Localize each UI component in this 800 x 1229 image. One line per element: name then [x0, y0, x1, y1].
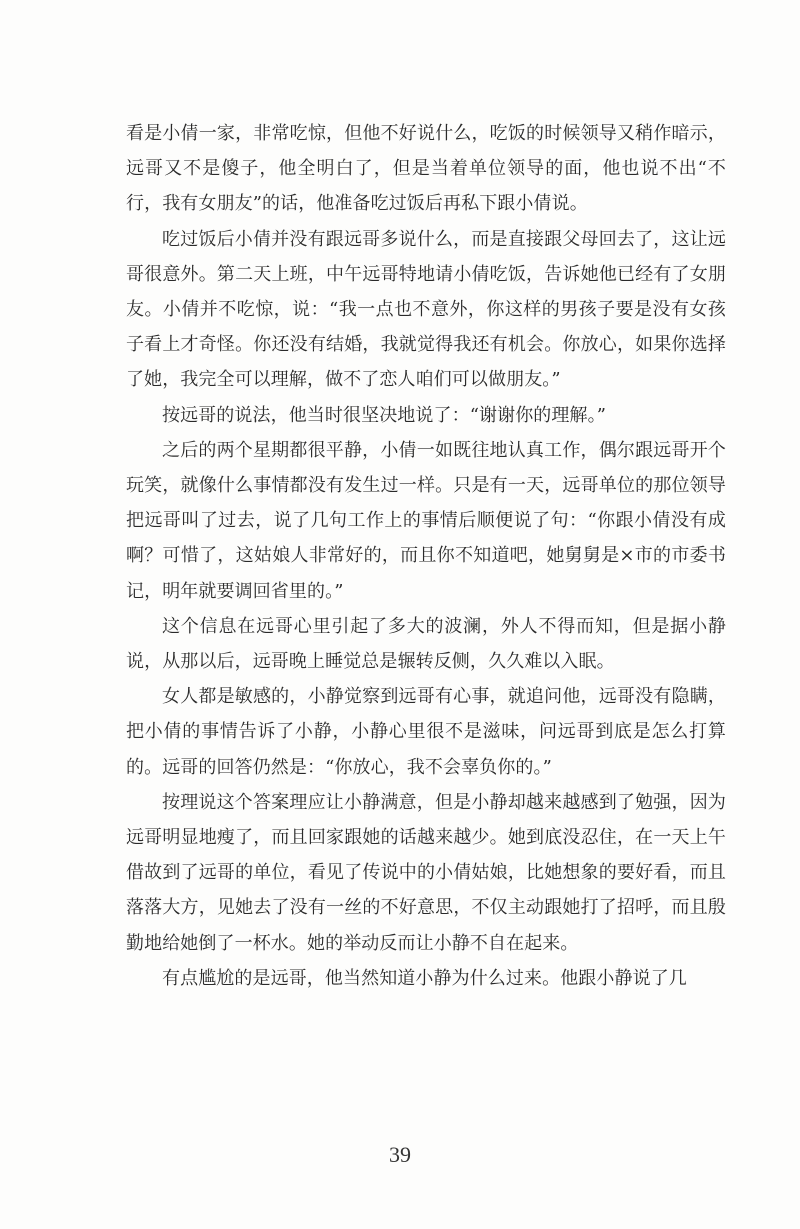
paragraph-2: 吃过饭后小倩并没有跟远哥多说什么，而是直接跟父母回去了，这让远哥很意外。第二天上班，中午远哥特地请小倩吃饭，告诉她他已经有了女朋友。小倩并不吃惊，说：“我一点也不意外，你这样的男孩子要是没有女孩子看上才奇怪。你还没有结婚，我就觉得我还有机会。你放心，如果你选择了她，我完全可以理解，做不了恋人咱们可以做朋友。”	[126, 228, 726, 391]
paragraph-4: 之后的两个星期都很平静，小倩一如既往地认真工作，偶尔跟远哥开个玩笑，就像什么事情都没有发生过一样。只是有一天，远哥单位的那位领导把远哥叫了过去，说了几句工作上的事情后顺便说了句：“你跟小倩没有成啊？可惜了，这姑娘人非常好的，而且你不知道吧，她舅舅是×市的市委书记，明年就要调回省里的。”	[126, 439, 726, 602]
paragraph-3: 按远哥的说法，他当时很坚决地说了：“谢谢你的理解。”	[162, 404, 607, 426]
paragraph-5: 这个信息在远哥心里引起了多大的波澜，外人不得而知，但是据小静说，从那以后，远哥晚上睡觉总是辗转反侧，久久难以入眠。	[126, 615, 726, 673]
paragraph-6: 女人都是敏感的，小静觉察到远哥有心事，就追问他，远哥没有隐瞒，把小倩的事情告诉了小静，小静心里很不是滋味，问远哥到底是怎么打算的。远哥的回答仍然是：“你放心，我不会辜负你的。”	[126, 686, 726, 778]
body-text	[126, 116, 726, 996]
paragraph-8: 有点尴尬的是远哥，他当然知道小静为什么过来。他跟小静说了几	[162, 967, 687, 989]
paragraph-1: 看是小倩一家，非常吃惊，但他不好说什么，吃饭的时候领导又稍作暗示，远哥又不是傻子，他全明白了，但是当着单位领导的面，他也说不出“不行，我有女朋友”的话，他准备吃过饭后再私下跟小倩说。	[126, 123, 726, 215]
page-number: 39	[389, 1142, 411, 1167]
paragraph-7: 按理说这个答案理应让小静满意，但是小静却越来越感到了勉强，因为远哥明显地瘦了，而且回家跟她的话越来越少。她到底没忍住，在一天上午借故到了远哥的单位，看见了传说中的小倩姑娘，比她想象的要好看，而且落落大方，见她去了没有一丝的不好意思，不仅主动跟她打了招呼，而且殷勤地给她倒了一杯水。她的举动反而让小静不自在起来。	[126, 791, 726, 954]
